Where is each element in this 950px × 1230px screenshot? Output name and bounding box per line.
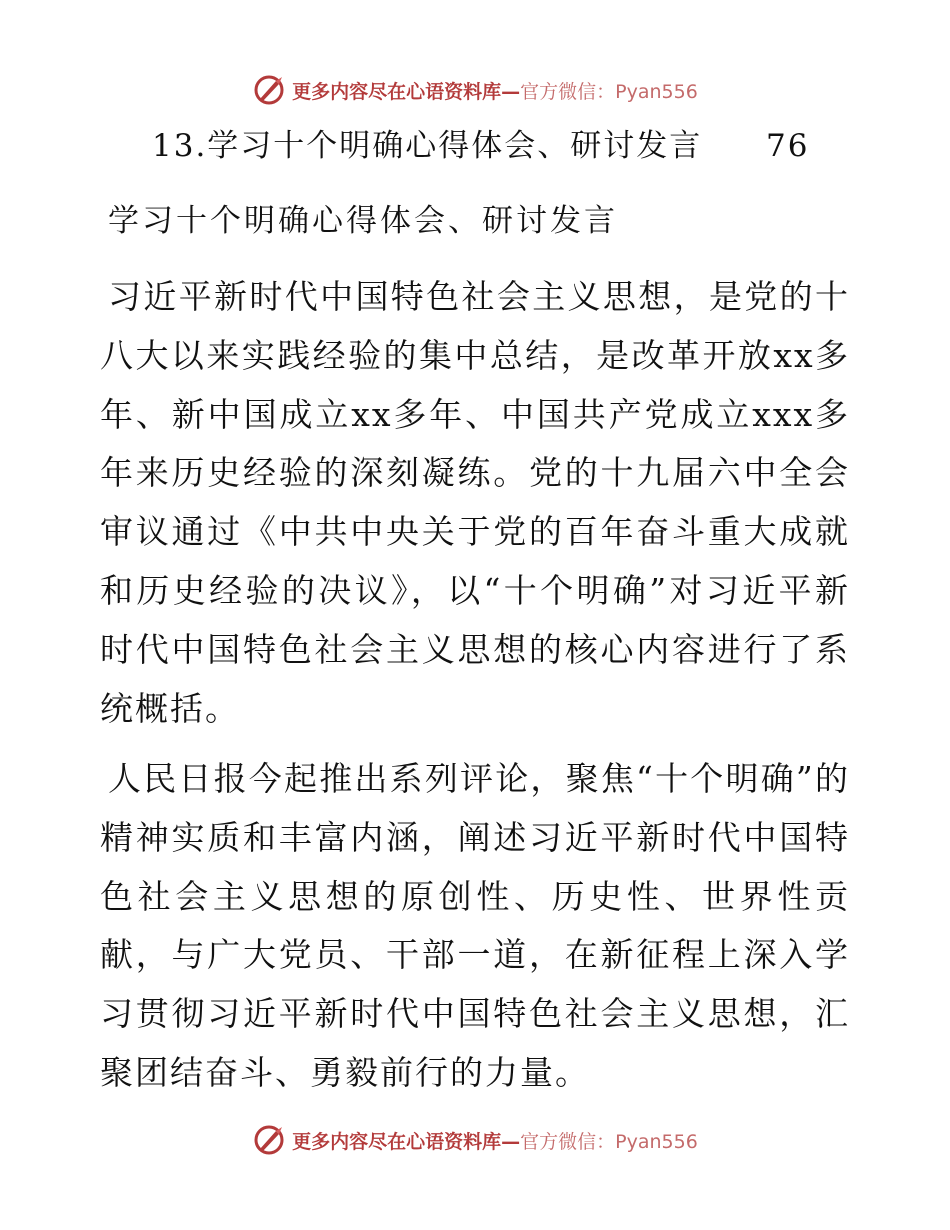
toc-entry bbox=[152, 124, 812, 168]
watermark-text: 更多内容尽在心语资料库—官方微信：Pyan556 bbox=[292, 1130, 698, 1153]
paragraph-2: 人民日报今起推出系列评论，聚焦“十个明确”的精神实质和丰富内涵，阐述习近平新时代中国特色社会主义思想的原创性、历史性、世界性贡献，与广大党员、干部一道，在新征程上深入学习贯彻习近平新时代中国特色社会主义思想，汇聚团结奋斗、勇毅前行的力量。 bbox=[100, 759, 850, 1092]
toc-page-number: 76 bbox=[766, 128, 810, 164]
paragraph-1: 习近平新时代中国特色社会主义思想，是党的十八大以来实践经验的集中总结，是改革开放xx多年、新中国成立xx多年、中国共产党成立xxx多年来历史经验的深刻凝练。党的十九届六中全会审议通过《中共中央关于党的百年奋斗重大成就和历史经验的决议》，以“十个明确”对习近平新时代中国特色社会主义思想的核心内容进行了系统概括。 bbox=[100, 277, 850, 728]
footer-watermark bbox=[0, 1120, 950, 1160]
header-watermark bbox=[0, 70, 950, 110]
quill-logo-icon bbox=[252, 1123, 286, 1157]
watermark-text: 更多内容尽在心语资料库—官方微信：Pyan556 bbox=[292, 80, 698, 103]
document-title: 学习十个明确心得体会、研讨发言 bbox=[108, 203, 618, 239]
toc-entry-title: 13.学习十个明确心得体会、研讨发言 bbox=[152, 128, 703, 164]
quill-logo-icon bbox=[252, 73, 286, 107]
